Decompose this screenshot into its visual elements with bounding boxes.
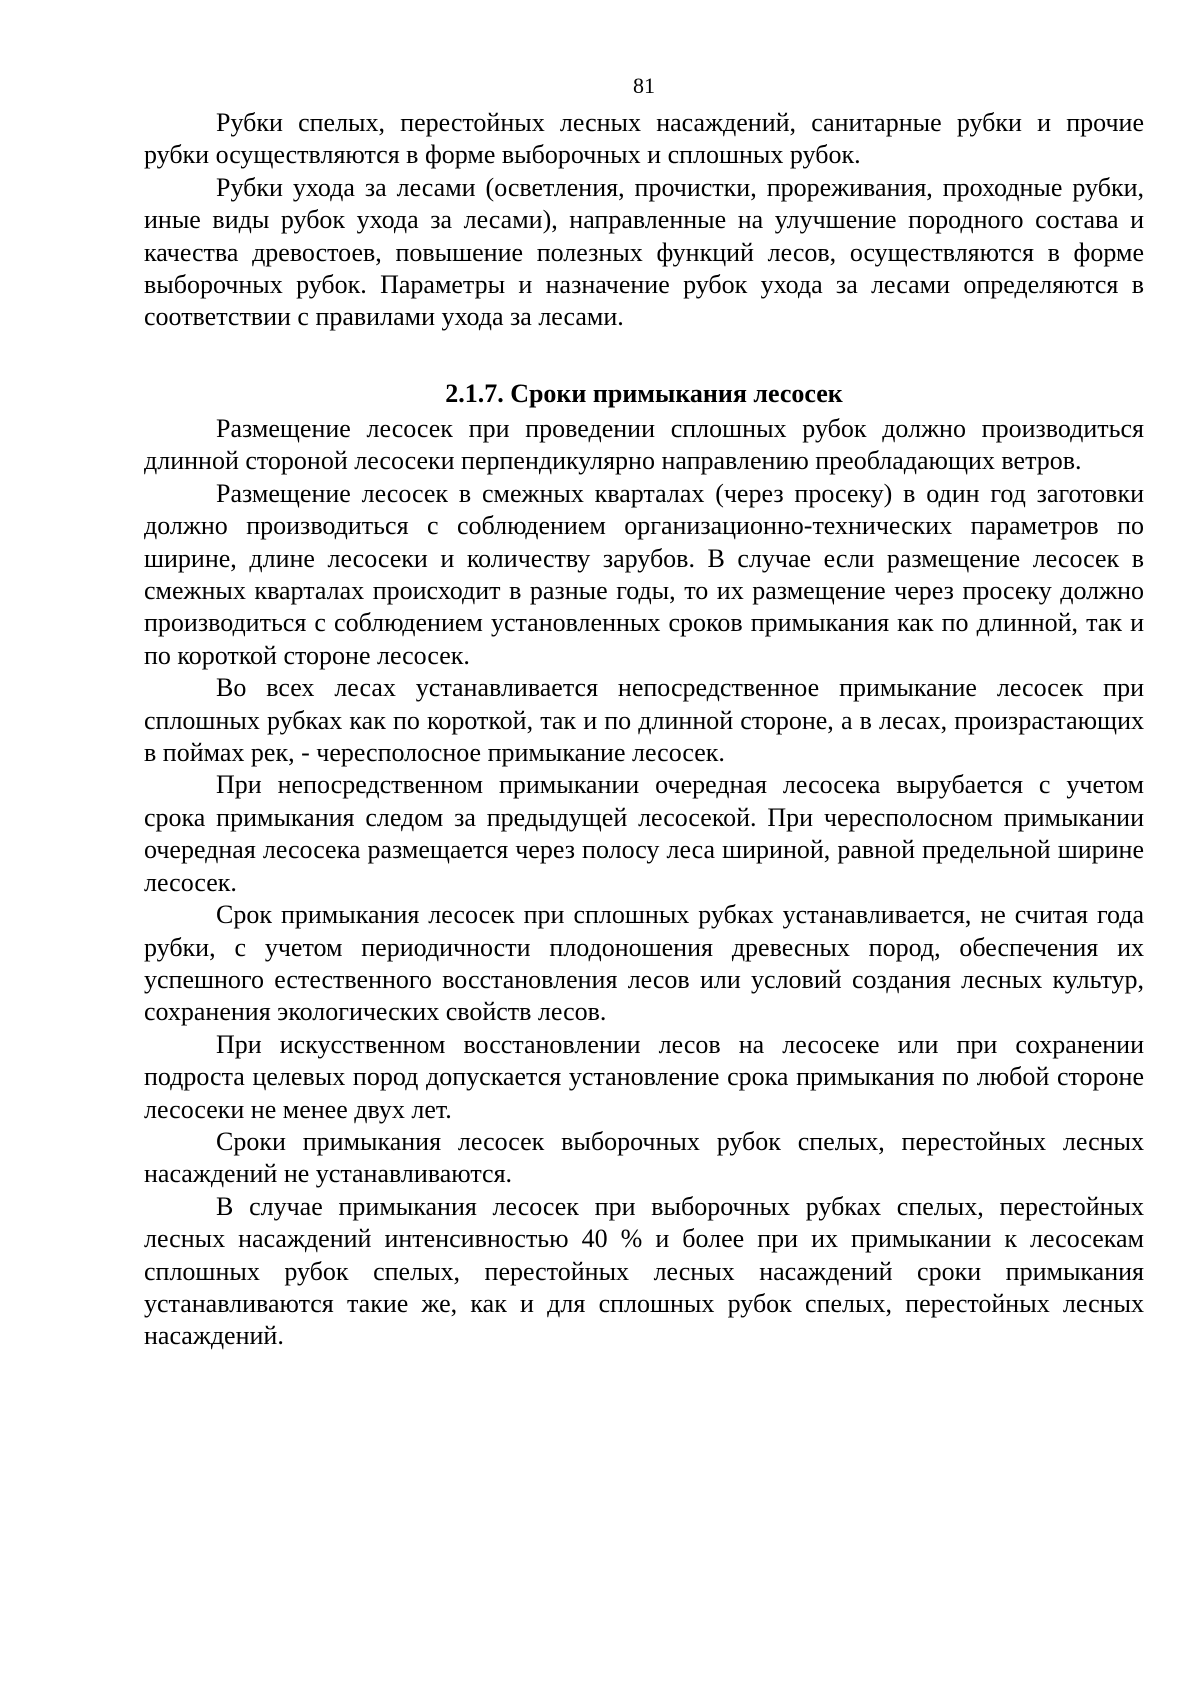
- paragraph: При непосредственном примыкании очередная лесосека вырубается с учетом срока примыкания следом за предыдущей лесосекой. При чересполосном примыкании очередная лесосека размещается через полосу леса шириной, равной предельной ширине лесосек.: [144, 770, 1144, 897]
- paragraph: Рубки спелых, перестойных лесных насаждений, санитарные рубки и прочие рубки осуществляются в форме выборочных и сплошных рубок.: [144, 108, 1144, 170]
- paragraph: При искусственном восстановлении лесов на лесосеке или при сохранении подроста целевых пород допускается установление срока примыкания по любой стороне лесосеки не менее двух лет.: [144, 1029, 1144, 1124]
- paragraph: Сроки примыкания лесосек выборочных рубок спелых, перестойных лесных насаждений не устанавливаются.: [144, 1126, 1144, 1189]
- paragraph: Срок примыкания лесосек при сплошных рубках устанавливается, не считая года рубки, с учетом периодичности плодоношения древесных пород, обеспечения их успешного естественного восстановления лесов или условий создания лесных культур, сохранения экологических свойств лесов.: [144, 900, 1144, 1027]
- paragraph: Во всех лесах устанавливается непосредственное примыкание лесосек при сплошных рубках как по короткой, так и по длинной стороне, а в лесах, произрастающих в поймах рек, - чересполосное примыкание лесосек.: [144, 673, 1144, 768]
- intro-text: [144, 107, 1144, 334]
- page-number: 81: [633, 73, 655, 98]
- section-text: [144, 413, 1144, 1353]
- paragraph: Размещение лесосек в смежных кварталах (через просеку) в один год заготовки должно производиться с соблюдением организационно-технических параметров по ширине, длине лесосеки и количеству зарубов. В случае если размещение лесосек в смежных кварталах происходит в разные годы, то их размещение через просеку должно производиться с соблюдением установленных сроков примыкания как по длинной, так и по короткой стороне лесосек.: [144, 478, 1144, 670]
- paragraph: Рубки ухода за лесами (осветления, прочистки, прореживания, проходные рубки, иные виды рубок ухода за лесами), направленные на улучшение породного состава и качества древостоев, повышение полезных функций лесов, осуществляются в форме выборочных рубок. Параметры и назначение рубок ухода за лесами определяются в соответствии с правилами ухода за лесами.: [144, 172, 1144, 332]
- section-heading: 2.1.7. Сроки примыкания лесосек: [445, 379, 843, 408]
- paragraph: В случае примыкания лесосек при выборочных рубках спелых, перестойных лесных насаждений интенсивностью 40 % и более при их примыкании к лесосекам сплошных рубок спелых, перестойных лесных насаждений сроки примыкания устанавливаются такие же, как и для сплошных рубок спелых, перестойных лесных насаждений.: [144, 1191, 1144, 1351]
- paragraph: Размещение лесосек при проведении сплошных рубок должно производиться длинной стороной лесосеки перпендикулярно направлению преобладающих ветров.: [144, 414, 1144, 476]
